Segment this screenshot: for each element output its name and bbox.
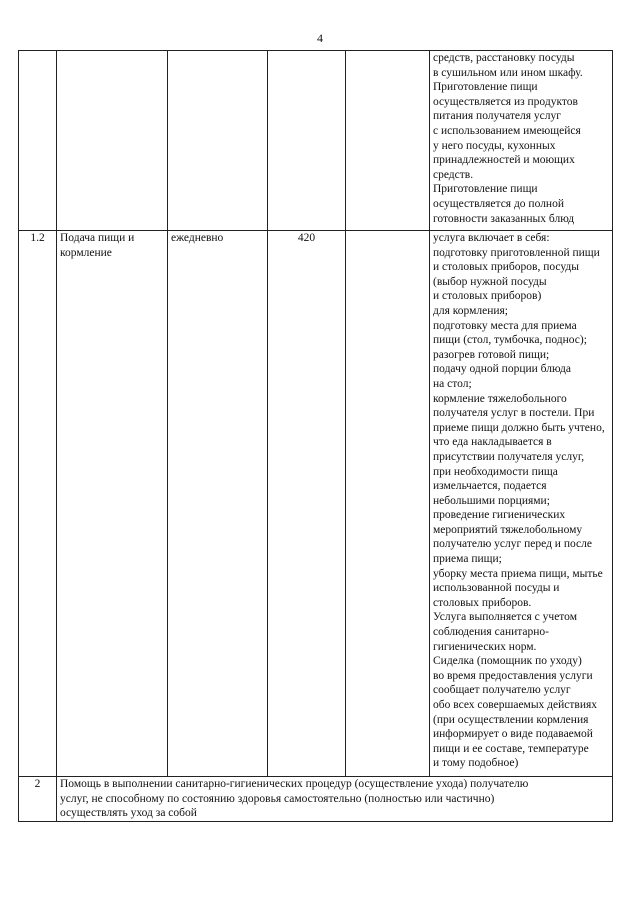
description-line: получателя услуг в постели. При	[433, 407, 595, 420]
description-line: обо всех совершаемых действиях	[433, 699, 598, 711]
description-line: при необходимости пища	[433, 465, 558, 478]
description-line: подготовку приготовленной пищи	[433, 246, 600, 259]
cell-frequency-empty	[168, 51, 268, 231]
cell-empty	[346, 51, 430, 231]
description-line: присутствии получателя услуг,	[433, 450, 585, 463]
description-line: и столовых приборов, посуды	[433, 261, 579, 274]
description-line: мероприятий тяжелобольному	[433, 523, 583, 536]
continuation-description	[430, 51, 613, 231]
description-line: Приготовление пищи	[433, 81, 538, 94]
description-line: для кормления;	[433, 304, 508, 317]
service-volume: 420	[268, 231, 346, 777]
description-line: сообщает получателю услуг	[433, 684, 571, 697]
description-line: питания получателя услуг	[433, 110, 561, 123]
description-line: и тому подобное)	[433, 757, 519, 770]
section-row-2	[19, 777, 613, 822]
description-line: средств, расстановку посуды	[433, 52, 575, 64]
section-title	[57, 777, 613, 822]
description-line: (выбор нужной посуды	[433, 275, 547, 288]
description-line: получателю услуг перед и после	[433, 538, 592, 551]
description-line: кормление тяжелобольного	[433, 392, 567, 405]
description-line: готовности заказанных блюд	[433, 212, 575, 225]
description-line: услуга включает в себя:	[433, 232, 550, 244]
description-line: у него посуды, кухонных	[433, 139, 556, 152]
description-line: Приготовление пищи	[433, 183, 538, 196]
description-line: (при осуществлении кормления	[433, 713, 589, 726]
service-empty-cell	[346, 231, 430, 777]
description-line: столовых приборов.	[433, 596, 532, 609]
description-line: проведение гигиенических	[433, 509, 566, 522]
description-line: во время предоставления услуги	[433, 669, 593, 682]
description-line: подготовку места для приема	[433, 319, 577, 332]
description-line: Услуга выполняется с учетом	[433, 611, 577, 624]
continuation-row	[19, 51, 613, 231]
description-line: на стол;	[433, 377, 472, 390]
service-number: 1.2	[19, 231, 57, 777]
section-number: 2	[19, 777, 57, 822]
description-line: соблюдения санитарно-	[433, 626, 550, 639]
description-line: использованной посуды и	[433, 582, 560, 595]
description-line: что еда накладывается в	[433, 436, 552, 449]
services-table	[18, 50, 613, 822]
description-line: информирует о виде подаваемой	[433, 728, 593, 741]
cell-name-empty	[57, 51, 168, 231]
description-line: уборку места приема пищи, мытье	[433, 567, 603, 580]
description-line: гигиенических норм.	[433, 640, 537, 653]
description-line: осуществляется до полной	[433, 197, 564, 210]
service-row-1-2	[19, 231, 613, 777]
description-line: подачу одной порции блюда	[433, 363, 571, 376]
description-line: пищи и ее составе, температуре	[433, 742, 589, 755]
cell-volume-empty	[268, 51, 346, 231]
description-line: приема пищи;	[433, 553, 502, 566]
section-text-line: осуществлять уход за собой	[60, 807, 197, 820]
service-description	[430, 231, 613, 777]
page-number: 4	[317, 31, 323, 45]
description-line: и столовых приборов)	[433, 290, 542, 303]
section-text-line: Помощь в выполнении санитарно-гигиенических процедур (осуществление ухода) получателю	[60, 778, 529, 790]
description-line: пищи (стол, тумбочка, поднос);	[433, 334, 587, 347]
description-line: в сушильном или ином шкафу.	[433, 66, 583, 79]
description-line: Сиделка (помощник по уходу)	[433, 655, 582, 668]
description-line: разогрев готовой пищи;	[433, 348, 550, 361]
description-line: измельчается, подается	[433, 480, 547, 493]
description-line: небольшими порциями;	[433, 494, 550, 507]
description-line: с использованием имеющейся	[433, 124, 581, 137]
service-frequency: ежедневно	[168, 231, 268, 777]
section-text-line: услуг, не способному по состоянию здоровья самостоятельно (полностью или частично)	[60, 792, 495, 805]
cell-number-empty	[19, 51, 57, 231]
description-line: осуществляется из продуктов	[433, 95, 578, 108]
description-line: средств.	[433, 168, 474, 181]
service-name: Подача пищи и кормление	[57, 231, 168, 777]
description-line: принадлежностей и моющих	[433, 154, 575, 167]
description-line: приеме пищи должно быть учтено,	[433, 421, 605, 434]
